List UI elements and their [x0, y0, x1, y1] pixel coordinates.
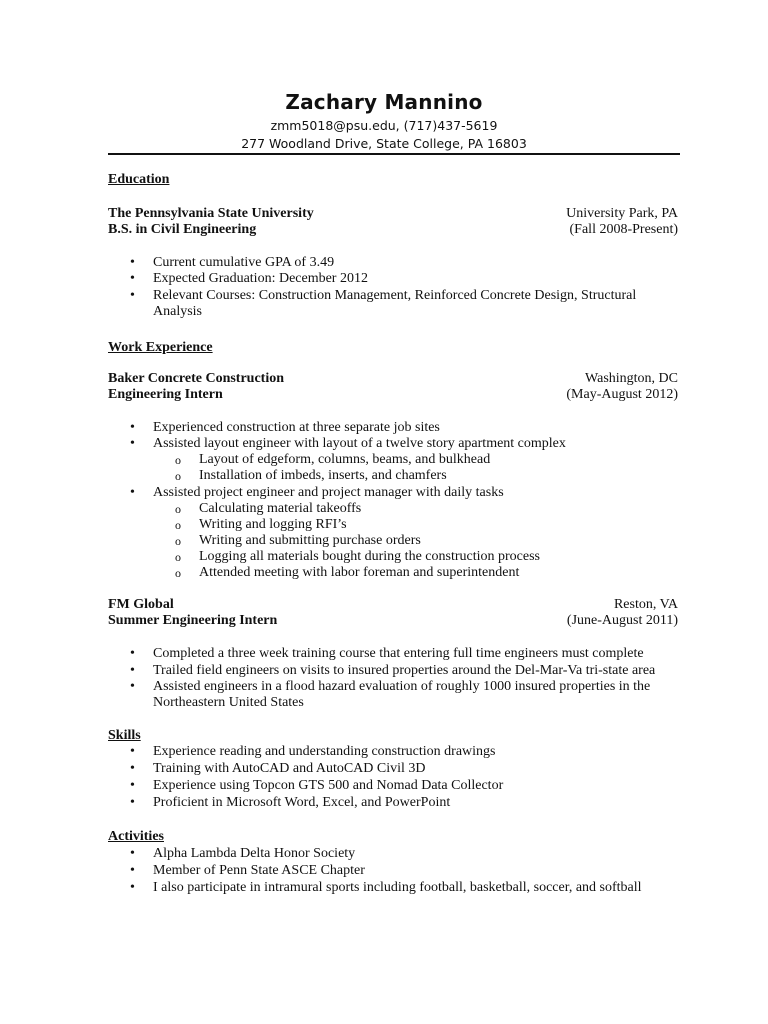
activities-heading: Activities: [108, 829, 164, 844]
job-title-row: [108, 387, 678, 403]
sub-bullet-glyph: o: [175, 518, 181, 532]
sub-bullet-glyph: o: [175, 469, 181, 483]
degree-name: B.S. in Civil Engineering: [108, 222, 257, 237]
education-heading: Education: [108, 172, 170, 187]
job-location: Reston, VA: [613, 597, 678, 612]
sub-list-item: o Writing and submitting purchase orders: [175, 533, 421, 548]
list-item-continuation: Analysis: [153, 304, 202, 319]
list-item: • Member of Penn State ASCE Chapter: [130, 863, 365, 878]
job-company: Baker Concrete Construction: [108, 371, 285, 386]
applicant-name: Zachary Mannino: [285, 90, 483, 114]
job-company-row: [108, 371, 678, 387]
bullet-glyph: •: [130, 795, 135, 810]
bullet-glyph: •: [130, 863, 135, 878]
sub-bullet-glyph: o: [175, 502, 181, 516]
job-location: Washington, DC: [585, 371, 678, 386]
list-item: • Training with AutoCAD and AutoCAD Civil 3D: [130, 761, 426, 776]
list-item: • Experience using Topcon GTS 500 and Nomad Data Collector: [130, 778, 504, 793]
education-school-row: [108, 206, 678, 222]
job-dates: (June-August 2011): [566, 613, 678, 628]
job-company: FM Global: [108, 597, 174, 612]
sub-list-item: o Installation of imbeds, inserts, and chamfers: [175, 468, 447, 483]
list-item: • Expected Graduation: December 2012: [130, 271, 368, 286]
list-item: • Assisted engineers in a flood hazard evaluation of roughly 1000 insured properties in the: [130, 679, 651, 694]
bullet-glyph: •: [130, 663, 135, 678]
list-item: • I also participate in intramural sports including football, basketball, soccer, and softball: [130, 880, 642, 895]
bullet-glyph: •: [130, 679, 135, 694]
list-item: • Relevant Courses: Construction Management, Reinforced Concrete Design, Structural: [130, 288, 637, 303]
sub-list-item: o Writing and logging RFI’s: [175, 517, 347, 532]
job-title: Engineering Intern: [108, 387, 223, 402]
list-item: • Assisted layout engineer with layout of a twelve story apartment complex: [130, 436, 566, 451]
list-item: • Experienced construction at three separate job sites: [130, 420, 440, 435]
sub-bullet-glyph: o: [175, 453, 181, 467]
job-title-row: [108, 613, 678, 629]
education-degree-row: [108, 222, 678, 238]
bullet-glyph: •: [130, 271, 135, 286]
skills-heading: Skills: [108, 728, 141, 743]
address-line: 277 Woodland Drive, State College, PA 16803: [241, 136, 527, 151]
list-item: • Alpha Lambda Delta Honor Society: [130, 846, 356, 861]
bullet-glyph: •: [130, 420, 135, 435]
contact-line: zmm5018@psu.edu, (717)437-5619: [270, 118, 498, 133]
list-item: • Experience reading and understanding construction drawings: [130, 744, 496, 759]
work-experience-heading: Work Experience: [108, 340, 213, 355]
school-name: The Pennsylvania State University: [108, 206, 314, 221]
list-item: • Proficient in Microsoft Word, Excel, and PowerPoint: [130, 795, 451, 810]
list-item: • Completed a three week training course that entering full time engineers must complete: [130, 646, 644, 661]
list-item: • Assisted project engineer and project manager with daily tasks: [130, 485, 504, 500]
bullet-glyph: •: [130, 744, 135, 759]
sub-list-item: o Attended meeting with labor foreman and superintendent: [175, 565, 520, 580]
list-item: • Trailed field engineers on visits to insured properties around the Del-Mar-Va tri-state area: [130, 663, 656, 678]
sub-list-item: o Layout of edgeform, columns, beams, and bulkhead: [175, 452, 491, 467]
sub-bullet-glyph: o: [175, 550, 181, 564]
bullet-glyph: •: [130, 778, 135, 793]
sub-bullet-glyph: o: [175, 534, 181, 548]
bullet-glyph: •: [130, 485, 135, 500]
bullet-glyph: •: [130, 846, 135, 861]
sub-bullet-glyph: o: [175, 566, 181, 580]
list-item: • Current cumulative GPA of 3.49: [130, 255, 335, 270]
bullet-glyph: •: [130, 880, 135, 895]
job-company-row: [108, 597, 678, 613]
header-divider: [108, 153, 680, 155]
bullet-glyph: •: [130, 255, 135, 270]
school-location: University Park, PA: [566, 206, 678, 221]
job-title: Summer Engineering Intern: [108, 613, 278, 628]
degree-dates: (Fall 2008-Present): [569, 222, 678, 237]
sub-list-item: o Logging all materials bought during the construction process: [175, 549, 540, 564]
bullet-glyph: •: [130, 761, 135, 776]
bullet-glyph: •: [130, 288, 135, 303]
job-dates: (May-August 2012): [566, 387, 678, 402]
bullet-glyph: •: [130, 436, 135, 451]
bullet-glyph: •: [130, 646, 135, 661]
sub-list-item: o Calculating material takeoffs: [175, 501, 362, 516]
list-item-continuation: Northeastern United States: [153, 695, 304, 710]
